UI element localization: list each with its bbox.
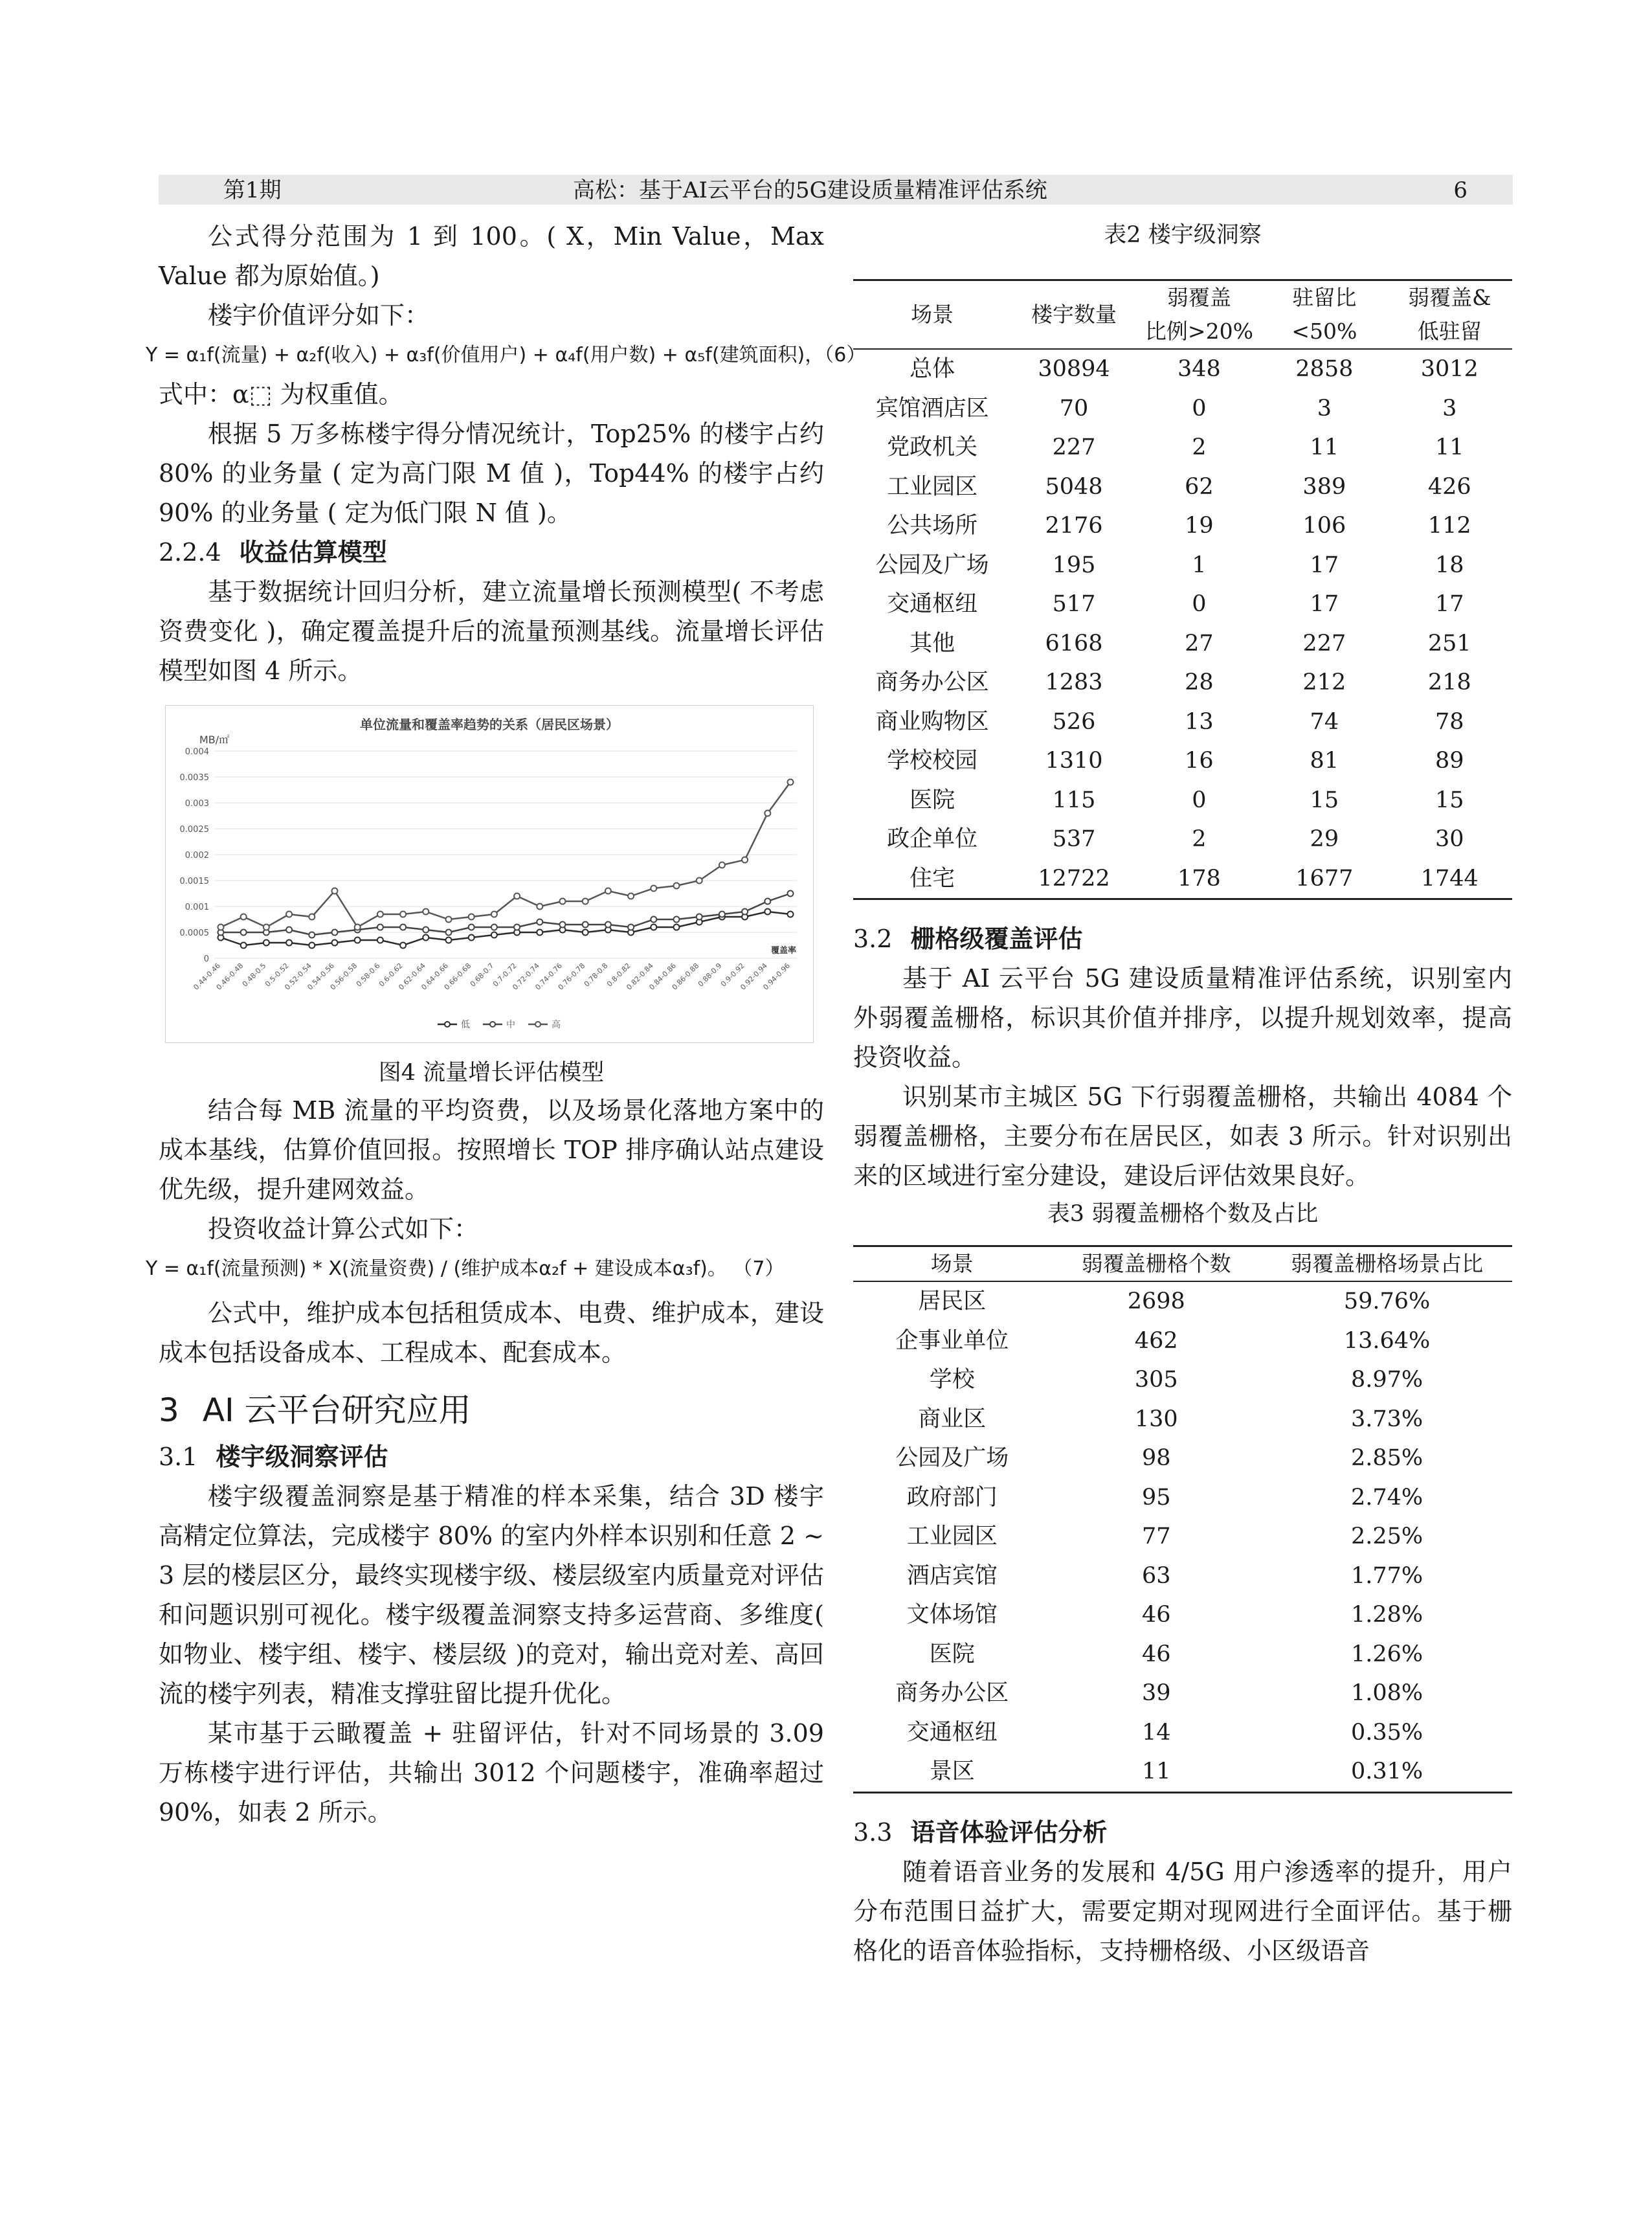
table-header-cell: 场景 xyxy=(853,280,1011,350)
table-cell: 景区 xyxy=(853,1752,1051,1792)
table-cell: 195 xyxy=(1052,552,1096,578)
table-row xyxy=(853,859,1512,899)
table-header-row xyxy=(853,280,1512,350)
table-cell: 11 xyxy=(1434,434,1464,460)
table-cell: 工业园区 xyxy=(887,473,978,500)
data-point xyxy=(355,938,361,943)
table-cell: 0 xyxy=(1192,787,1207,813)
table-cell: 政企单位 xyxy=(887,826,978,852)
table-cell: 526 xyxy=(1052,708,1096,735)
table-cell: 学校校园 xyxy=(887,748,978,774)
table-cell: 居民区 xyxy=(918,1288,987,1314)
table-cell: 总体 xyxy=(910,356,955,382)
table-cell: 5048 xyxy=(1045,473,1103,500)
table-cell: 112 xyxy=(1427,513,1471,539)
table-cell: 2 xyxy=(1192,826,1207,852)
data-point xyxy=(560,922,566,928)
y-tick-label: 0.0035 xyxy=(179,773,209,783)
table-row xyxy=(853,1752,1512,1792)
table-row xyxy=(853,1439,1512,1478)
data-point xyxy=(765,909,770,915)
table-cell: 95 xyxy=(1141,1484,1171,1511)
data-point xyxy=(446,938,452,943)
x-tick-label: 0.68-0.7 xyxy=(468,961,496,989)
table-cell: 公共场所 xyxy=(887,513,978,539)
data-point xyxy=(605,888,611,894)
data-point xyxy=(697,878,702,884)
table-cell: 其他 xyxy=(910,630,955,657)
right-column xyxy=(853,217,1512,1971)
table-cell: 178 xyxy=(1137,859,1262,899)
table-cell: 交通枢纽 xyxy=(887,591,978,617)
running-header xyxy=(159,175,1513,205)
table-header-row xyxy=(853,1246,1512,1282)
data-point xyxy=(286,927,292,933)
data-point xyxy=(377,938,383,943)
paragraph: 基于 AI 云平台 5G 建设质量精准评估系统，识别室内外弱覆盖栅格，标识其价值并排序，以提升规划效率，提高投资收益。 xyxy=(853,964,1512,1072)
table-row xyxy=(853,1557,1512,1596)
data-point xyxy=(674,925,680,930)
table-row xyxy=(853,820,1512,859)
table-cell: 77 xyxy=(1141,1523,1171,1549)
table-cell: 98 xyxy=(1141,1445,1171,1471)
x-tick-label: 0.58-0.6 xyxy=(354,961,382,989)
x-tick-label: 0.78-0.8 xyxy=(582,961,610,989)
table-cell: 78 xyxy=(1434,708,1464,735)
paragraph: 公式得分范围为 1 到 100。( X，Min Value，Max Value 都为原始值。) xyxy=(159,222,824,290)
table-cell: 30 xyxy=(1434,826,1464,852)
table-cell: 政府部门 xyxy=(906,1484,998,1511)
table-cell: 3 xyxy=(1442,395,1457,422)
formula-7: Y = α₁f(流量预测) * X(流量资费) / (维护成本α₂f + 建设成本α₃f)。 （7） xyxy=(146,1257,785,1280)
table-cell: 46 xyxy=(1141,1641,1171,1667)
table-cell: 46 xyxy=(1141,1602,1171,1628)
x-tick-label: 0.54-0.56 xyxy=(306,961,337,992)
table-cell: 2858 xyxy=(1295,356,1354,382)
paragraph: 随着语音业务的发展和 4/5G 用户渗透率的提升，用户分布范围日益扩大，需要定期对现网进行全面评估。基于栅格化的语音体验指标，支持栅格级、小区级语音 xyxy=(853,1857,1512,1965)
paragraph: 投资收益计算公式如下： xyxy=(208,1215,479,1243)
data-point xyxy=(537,904,542,910)
table-cell: 30894 xyxy=(1038,356,1110,382)
paragraph: 某市基于云瞰覆盖 + 驻留评估，针对不同场景的 3.09 万栋楼宇进行评估，共输出 3012 个问题楼宇，准确率超过 90%，如表 2 所示。 xyxy=(159,1719,824,1827)
table-cell: 426 xyxy=(1427,473,1471,500)
x-tick-label: 0.52-0.54 xyxy=(283,961,313,992)
data-point xyxy=(355,925,361,930)
table-2 xyxy=(853,279,1512,900)
data-point xyxy=(674,883,680,889)
table-cell: 公园及广场 xyxy=(875,552,989,578)
data-point xyxy=(332,888,338,894)
x-tick-label: 0.56-0.58 xyxy=(328,961,359,992)
table-cell: 15 xyxy=(1310,787,1339,813)
table-cell: 18 xyxy=(1434,552,1464,578)
table-row xyxy=(853,1635,1512,1674)
table-cell: 1.77% xyxy=(1350,1562,1423,1589)
table-row xyxy=(853,1674,1512,1713)
table-cell: 227 xyxy=(1302,630,1346,657)
table-cell: 17 xyxy=(1310,552,1339,578)
x-tick-label: 0.94-0.96 xyxy=(761,961,792,992)
table-cell: 1.28% xyxy=(1350,1602,1423,1628)
data-point xyxy=(560,899,566,905)
table-header-cell: 弱覆盖栅格场景占比 xyxy=(1262,1246,1512,1282)
table-header-cell: 驻留比 <50% xyxy=(1262,280,1387,350)
table-cell: 74 xyxy=(1310,708,1339,735)
table-row xyxy=(853,624,1512,664)
data-point xyxy=(400,925,406,930)
paragraph: 式中：α⬚ 为权重值。 xyxy=(159,380,403,409)
paragraph: 识别某市主城区 5G 下行弱覆盖栅格，共输出 4084 个弱覆盖栅格，主要分布在居民区，如表 3 所示。针对识别出来的区域进行室分建设，建设后评估效果良好。 xyxy=(853,1083,1512,1190)
table-cell: 0.31% xyxy=(1262,1752,1512,1792)
table-cell: 70 xyxy=(1059,395,1089,422)
table-header-cell: 弱覆盖 比例>20% xyxy=(1137,280,1262,350)
table-cell: 党政机关 xyxy=(887,434,978,460)
table-cell: 0.35% xyxy=(1350,1719,1423,1746)
data-point xyxy=(651,917,656,923)
table-cell: 106 xyxy=(1302,513,1346,539)
table-row xyxy=(853,741,1512,781)
section-heading: 2.2.4 收益估算模型 xyxy=(159,538,387,567)
table-cell: 2.74% xyxy=(1350,1484,1423,1511)
x-tick-label: 0.7-0.72 xyxy=(491,961,519,989)
table-cell: 公园及广场 xyxy=(895,1445,1009,1471)
y-tick-label: 0 xyxy=(203,954,209,964)
data-point xyxy=(241,930,247,936)
table-row xyxy=(853,1281,1512,1321)
formula-6: Y = α₁f(流量) + α₂f(收入) + α₃f(价值用户) + α₄f(用户数) + α₅f(建筑面积)，（6） xyxy=(146,344,866,366)
table-cell: 学校 xyxy=(929,1367,975,1393)
y-tick-label: 0.0015 xyxy=(179,877,209,886)
table-cell: 15 xyxy=(1434,787,1464,813)
data-point xyxy=(491,912,497,917)
data-point xyxy=(446,930,452,936)
y-tick-label: 0.002 xyxy=(184,851,209,860)
table-cell: 13 xyxy=(1185,708,1214,735)
y-axis-label: MB/㎡ xyxy=(199,734,230,746)
table-cell: 12722 xyxy=(1011,859,1136,899)
table-cell: 27 xyxy=(1185,630,1214,657)
legend-label: 低 xyxy=(461,1020,470,1030)
table-cell: 63 xyxy=(1141,1562,1171,1589)
table-cell: 16 xyxy=(1185,748,1214,774)
table-cell: 1283 xyxy=(1045,669,1103,695)
table-cell: 文体场馆 xyxy=(906,1602,998,1628)
table-cell: 14 xyxy=(1141,1719,1171,1746)
table-row xyxy=(853,428,1512,467)
y-tick-label: 0.003 xyxy=(184,799,209,809)
table-cell: 212 xyxy=(1302,669,1346,695)
table-header-cell: 弱覆盖栅格个数 xyxy=(1051,1246,1262,1282)
table-row xyxy=(853,1478,1512,1518)
page-number: 6 xyxy=(1453,177,1468,203)
x-tick-label: 0.9-0.92 xyxy=(719,961,746,989)
line-chart xyxy=(166,706,813,1042)
issue-number: 第1期 xyxy=(223,177,282,203)
x-tick-label: 0.46-0.48 xyxy=(214,961,245,992)
table-cell: 1 xyxy=(1192,552,1207,578)
paragraph: 楼宇级覆盖洞察是基于精准的样本采集，结合 3D 楼宇高精定位算法，完成楼宇 80% 的室内外样本识别和任意 2 ~ 3 层的楼层区分，最终实现楼宇级、楼层级室内质量竞对评估和问题识别可视化。楼宇级覆盖洞察支持多运营商、多维度( 如物业、楼宇组、楼宇、楼层级 )的竞对，输出竞对差、高回流的楼宇列表，精准支撑驻留比提升优化。 xyxy=(159,1482,824,1708)
data-point xyxy=(674,917,680,923)
table-cell: 62 xyxy=(1185,473,1214,500)
table-cell: 1.26% xyxy=(1350,1641,1423,1667)
table-cell: 130 xyxy=(1134,1406,1178,1432)
x-tick-label: 0.64-0.66 xyxy=(419,961,451,992)
table-cell: 251 xyxy=(1427,630,1471,657)
table-cell: 交通枢纽 xyxy=(906,1719,998,1746)
figure-caption: 图4 流量增长评估模型 xyxy=(378,1060,605,1086)
table-cell: 商业区 xyxy=(918,1406,987,1432)
data-point xyxy=(309,943,315,949)
figure-4-chart xyxy=(165,705,814,1043)
x-tick-label: 0.82-0.84 xyxy=(625,961,655,992)
table-cell: 1744 xyxy=(1387,859,1512,899)
table-cell: 517 xyxy=(1052,591,1096,617)
table-row xyxy=(853,1517,1512,1557)
table-row xyxy=(853,1713,1512,1753)
y-tick-label: 0.0005 xyxy=(179,928,209,938)
data-point xyxy=(400,943,406,949)
table-cell: 17 xyxy=(1434,591,1464,617)
data-point xyxy=(469,935,474,941)
data-point xyxy=(377,925,383,930)
header-title: 高松：基于AI云平台的5G建设质量精准评估系统 xyxy=(573,177,1047,203)
legend-label: 中 xyxy=(506,1020,515,1030)
legend-marker xyxy=(490,1022,495,1027)
x-tick-label: 0.62-0.64 xyxy=(397,961,427,992)
table-cell: 28 xyxy=(1185,669,1214,695)
section-heading: 3.2 栅格级覆盖评估 xyxy=(853,925,1083,953)
data-point xyxy=(583,899,588,905)
section-heading: 3.1 楼宇级洞察评估 xyxy=(159,1443,388,1471)
data-point xyxy=(332,940,338,946)
table-cell: 医院 xyxy=(929,1641,975,1667)
chart-title: 单位流量和覆盖率趋势的关系（居民区场景） xyxy=(360,717,619,732)
x-tick-label: 0.84-0.86 xyxy=(647,961,678,992)
table-cell: 1.08% xyxy=(1350,1680,1423,1706)
data-point xyxy=(491,925,497,930)
paragraph: 根据 5 万多栋楼宇得分情况统计，Top25% 的楼宇占约 80% 的业务量 ( 定为高门限 M 值 )，Top44% 的楼宇占约 90% 的业务量 ( 定为低门限 N 值 )。 xyxy=(159,420,824,527)
data-point xyxy=(788,780,794,785)
x-tick-label: 0.72-0.74 xyxy=(511,961,541,992)
x-tick-label: 0.5-0.52 xyxy=(263,961,291,989)
table-cell: 389 xyxy=(1302,473,1346,500)
left-column xyxy=(146,217,866,1832)
table-cell: 1677 xyxy=(1262,859,1387,899)
data-point xyxy=(628,894,634,899)
x-tick-label: 0.66-0.68 xyxy=(442,961,473,992)
table-caption: 表2 楼宇级洞察 xyxy=(1104,222,1262,248)
table-row xyxy=(853,1400,1512,1439)
paragraph: 基于数据统计回归分析，建立流量增长预测模型( 不考虑资费变化 )，确定覆盖提升后的流量预测基线。流量增长评估模型如图 4 所示。 xyxy=(159,578,824,685)
table-cell: 17 xyxy=(1310,591,1339,617)
table-cell: 2.85% xyxy=(1350,1445,1423,1471)
chapter-heading: 3 AI 云平台研究应用 xyxy=(159,1391,471,1429)
data-point xyxy=(400,912,406,917)
data-point xyxy=(423,927,429,933)
table-cell: 3 xyxy=(1317,395,1332,422)
table-cell: 29 xyxy=(1310,826,1339,852)
data-point xyxy=(469,914,474,920)
x-tick-label: 0.92-0.94 xyxy=(739,961,769,992)
section-heading: 3.3 语音体验评估分析 xyxy=(853,1817,1108,1847)
legend-marker xyxy=(445,1022,450,1027)
table-cell: 13.64% xyxy=(1343,1327,1431,1354)
table-row xyxy=(853,1360,1512,1400)
paragraph: 公式中，维护成本包括租赁成本、电费、维护成本，建设成本包括设备成本、工程成本、配套成本。 xyxy=(159,1299,824,1367)
table-cell: 0 xyxy=(1192,591,1207,617)
table-row xyxy=(853,546,1512,585)
series-line-1 xyxy=(221,894,790,935)
x-tick-label: 0.76-0.78 xyxy=(556,961,587,992)
table-cell: 企事业单位 xyxy=(895,1327,1009,1354)
x-tick-label: 0.86-0.88 xyxy=(670,961,701,992)
table-header-cell: 场景 xyxy=(853,1246,1051,1282)
data-point xyxy=(514,925,520,930)
table-cell: 商业购物区 xyxy=(875,708,989,735)
data-point xyxy=(583,922,588,928)
table-cell: 住宅 xyxy=(853,859,1011,899)
x-tick-label: 0.44-0.46 xyxy=(192,961,223,992)
x-axis-label: 覆盖率 xyxy=(771,946,797,956)
table-caption: 表3 弱覆盖栅格个数及占比 xyxy=(1047,1201,1319,1227)
table-cell: 89 xyxy=(1434,748,1464,774)
data-point xyxy=(286,940,292,946)
data-point xyxy=(423,935,429,941)
table-cell: 1310 xyxy=(1045,748,1103,774)
y-tick-label: 0.004 xyxy=(184,747,209,757)
table-cell: 8.97% xyxy=(1350,1367,1423,1393)
data-point xyxy=(742,909,748,915)
data-point xyxy=(332,930,338,936)
x-tick-label: 0.74-0.76 xyxy=(533,961,564,992)
data-point xyxy=(286,912,292,917)
table-cell: 2 xyxy=(1192,434,1207,460)
data-point xyxy=(765,899,770,905)
paragraph: 结合每 MB 流量的平均资费，以及场景化落地方案中的成本基线，估算价值回报。按照增长 TOP 排序确认站点建设优先级，提升建网效益。 xyxy=(159,1096,824,1204)
legend-label: 高 xyxy=(552,1020,561,1030)
table-cell: 59.76% xyxy=(1343,1288,1431,1314)
data-point xyxy=(788,891,794,897)
data-point xyxy=(697,914,702,920)
table-cell: 宾馆酒店区 xyxy=(875,395,989,422)
table-cell: 商务办公区 xyxy=(875,669,989,695)
data-point xyxy=(742,857,748,863)
data-point xyxy=(719,912,725,917)
data-point xyxy=(491,932,497,938)
x-tick-label: 0.8-0.82 xyxy=(605,961,632,989)
data-point xyxy=(423,909,429,915)
x-tick-label: 0.48-0.5 xyxy=(240,961,268,989)
table-cell: 305 xyxy=(1134,1367,1178,1393)
table-cell: 81 xyxy=(1310,748,1339,774)
table-cell: 537 xyxy=(1052,826,1096,852)
table-cell: 2698 xyxy=(1127,1288,1185,1314)
data-point xyxy=(514,894,520,899)
y-tick-label: 0.001 xyxy=(184,903,209,912)
table-header-cell: 楼宇数量 xyxy=(1011,280,1136,350)
table-cell: 11 xyxy=(1310,434,1339,460)
data-point xyxy=(583,930,588,936)
table-row xyxy=(853,1321,1512,1361)
table-cell: 462 xyxy=(1134,1327,1178,1354)
table-cell: 218 xyxy=(1427,669,1471,695)
data-point xyxy=(241,943,247,949)
data-point xyxy=(605,922,611,928)
table-cell: 227 xyxy=(1052,434,1096,460)
table-cell: 6168 xyxy=(1045,630,1103,657)
data-point xyxy=(537,919,542,925)
data-point xyxy=(309,914,315,920)
table-row xyxy=(853,781,1512,820)
data-point xyxy=(241,914,247,920)
table-cell: 348 xyxy=(1178,356,1221,382)
table-row xyxy=(853,389,1512,429)
data-point xyxy=(765,811,770,816)
table-header-cell: 弱覆盖& 低驻留 xyxy=(1387,280,1512,350)
table-row xyxy=(853,585,1512,624)
data-point xyxy=(263,940,269,946)
data-point xyxy=(537,930,542,936)
x-tick-label: 0.6-0.62 xyxy=(377,961,405,989)
table-cell: 2176 xyxy=(1045,513,1103,539)
data-point xyxy=(469,925,474,930)
table-3 xyxy=(853,1245,1512,1793)
table-cell: 医院 xyxy=(910,787,955,813)
table-row xyxy=(853,467,1512,507)
table-cell: 115 xyxy=(1052,787,1096,813)
paragraph: 楼宇价值评分如下： xyxy=(208,301,430,330)
table-row xyxy=(853,703,1512,742)
table-cell: 工业园区 xyxy=(906,1523,998,1549)
table-row xyxy=(853,506,1512,546)
data-point xyxy=(651,925,656,930)
table-cell: 3012 xyxy=(1420,356,1479,382)
table-cell: 商务办公区 xyxy=(895,1680,1009,1706)
data-point xyxy=(651,886,656,892)
legend-marker xyxy=(535,1022,541,1027)
table-cell: 19 xyxy=(1185,513,1214,539)
y-tick-label: 0.0025 xyxy=(179,825,209,835)
table-row xyxy=(853,349,1512,389)
table-cell: 酒店宾馆 xyxy=(906,1562,998,1589)
data-point xyxy=(788,912,794,917)
table-cell: 11 xyxy=(1051,1752,1262,1792)
table-cell: 39 xyxy=(1141,1680,1171,1706)
table-cell: 2.25% xyxy=(1350,1523,1423,1549)
table-row xyxy=(853,1595,1512,1635)
data-point xyxy=(263,925,269,930)
data-point xyxy=(377,912,383,917)
data-point xyxy=(218,925,224,930)
table-cell: 0 xyxy=(1192,395,1207,422)
data-point xyxy=(628,925,634,930)
data-point xyxy=(446,917,452,923)
table-cell: 3.73% xyxy=(1350,1406,1423,1432)
table-row xyxy=(853,663,1512,703)
x-tick-label: 0.88-0.9 xyxy=(696,961,724,989)
data-point xyxy=(309,932,315,938)
data-point xyxy=(719,862,725,868)
